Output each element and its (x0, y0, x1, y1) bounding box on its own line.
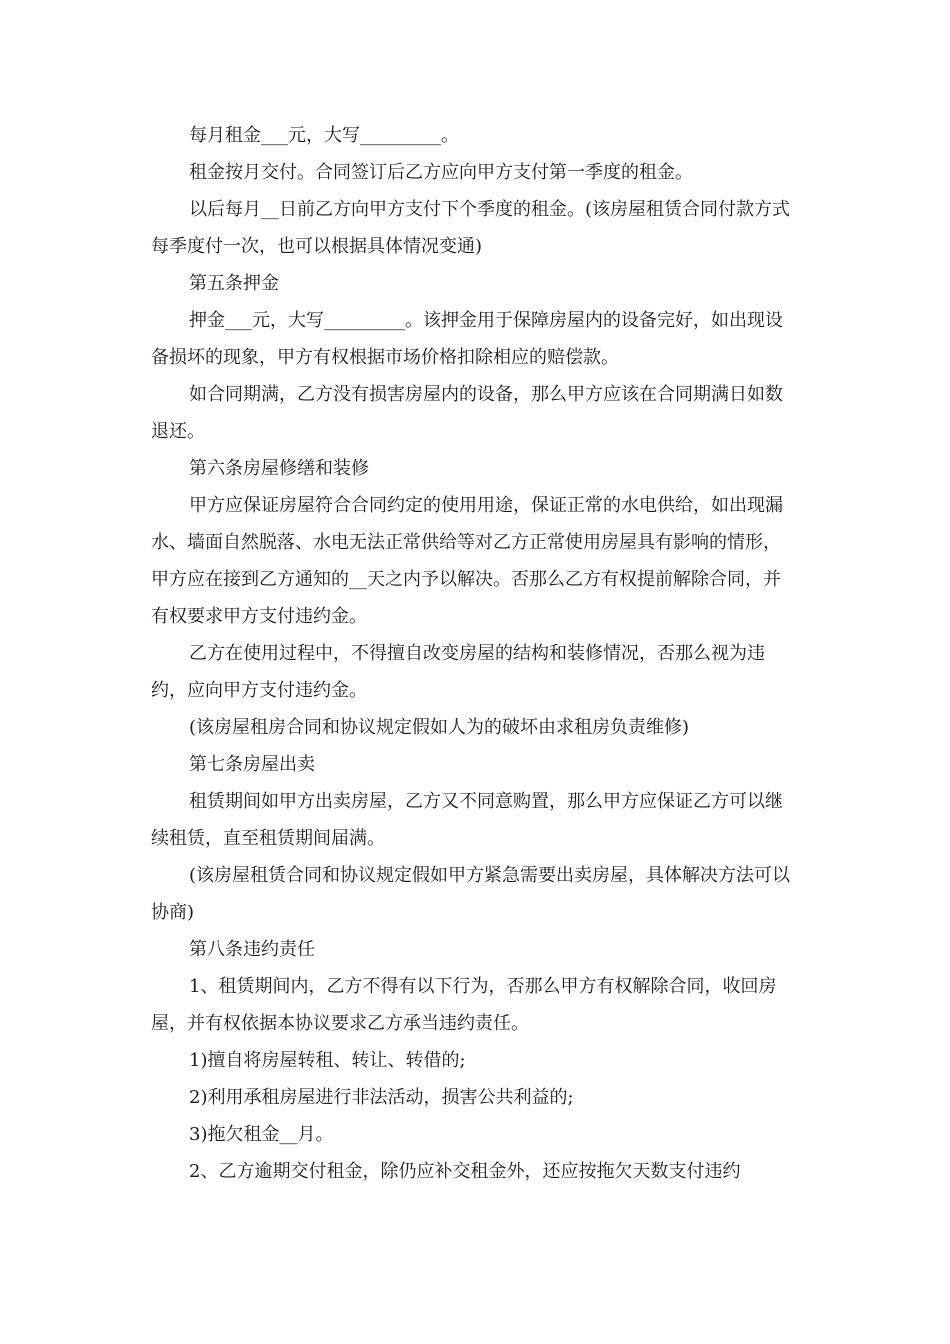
heading-article-8: 第八条违约责任 (189, 939, 315, 960)
paragraph-repair-note: (该房屋租房合同和协议规定假如人为的破坏由求租房负责维修) (189, 717, 690, 738)
list-item-rent-arrears: 3)拖欠租金__月。 (189, 1124, 334, 1145)
paragraph-sale-note: (该房屋租赁合同和协议规定假如甲方紧急需要出卖房屋，具体解决方法可以协商) (151, 865, 791, 923)
paragraph-repair-obligation: 甲方应保证房屋符合合同约定的使用用途，保证正常的水电供给，如出现漏水、墙面自然脱落、水电无法正常供给等对乙方正常使用房屋具有影响的情形，甲方应在接到乙方通知的__天之内予以解决。否那么乙方有权提前解除合同，并有权要求甲方支付违约金。 (151, 495, 783, 627)
heading-article-5: 第五条押金 (189, 273, 279, 294)
paragraph-breach-2: 2、乙方逾期交付租金，除仍应补交租金外，还应按拖欠天数支付违约 (189, 1161, 741, 1182)
document-body (151, 117, 791, 1190)
paragraph-no-alteration: 乙方在使用过程中，不得擅自改变房屋的结构和装修情况，否那么视为违约，应向甲方支付违约金。 (151, 643, 765, 701)
paragraph-deposit-refund: 如合同期满，乙方没有损害房屋内的设备，那么甲方应该在合同期满日如数退还。 (151, 384, 783, 442)
paragraph-breach-1: 1、租赁期间内，乙方不得有以下行为，否那么甲方有权解除合同，收回房屋，并有权依据本协议要求乙方承当违约责任。 (151, 976, 777, 1034)
paragraph-house-sale: 租赁期间如甲方出卖房屋，乙方又不同意购置，那么甲方应保证乙方可以继续租赁，直至租赁期间届满。 (151, 791, 783, 849)
list-item-illegal-use: 2)利用承租房屋进行非法活动，损害公共利益的; (189, 1087, 574, 1108)
heading-article-6: 第六条房屋修缮和装修 (189, 458, 369, 479)
paragraph-rent-payment: 租金按月交付。合同签订后乙方应向甲方支付第一季度的租金。 (189, 162, 693, 183)
paragraph-quarterly-payment: 以后每月__日前乙方向甲方支付下个季度的租金。(该房屋租赁合同付款方式每季度付一次，也可以根据具体情况变通) (151, 199, 791, 257)
heading-article-7: 第七条房屋出卖 (189, 754, 315, 775)
paragraph-deposit: 押金___元，大写_________。该押金用于保障房屋内的设备完好，如出现设备损坏的现象，甲方有权根据市场价格扣除相应的赔偿款。 (151, 310, 783, 368)
list-item-sublet: 1)擅自将房屋转租、转让、转借的; (189, 1050, 466, 1071)
paragraph-monthly-rent: 每月租金___元，大写_________。 (189, 125, 459, 146)
